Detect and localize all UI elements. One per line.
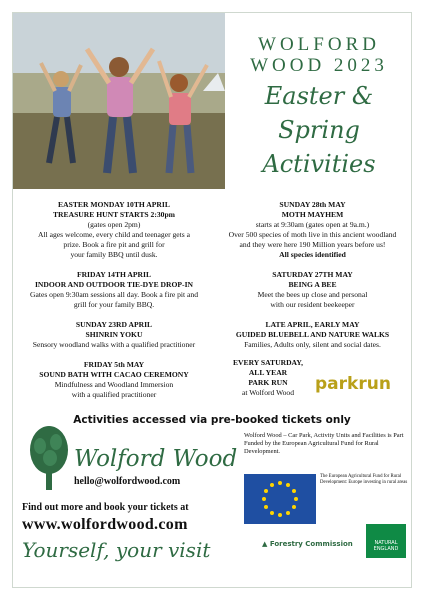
event-title: SOUND BATH WITH CACAO CEREMONY [39, 370, 189, 379]
event-text: prize. Book a fire pit and grill for [63, 240, 165, 249]
event-text: your family BBQ until dusk. [70, 250, 158, 259]
event-date: SATURDAY 27TH MAY [272, 270, 353, 279]
title-line-1: WOLFORD [258, 34, 380, 55]
event-title: TREASURE HUNT STARTS 2:30pm [52, 210, 176, 219]
event-text: Meet the bees up close and personal [257, 290, 368, 299]
event-text: grill for your family BBQ. [73, 300, 155, 309]
forestry-commission-logo [262, 540, 353, 548]
event-text: with a qualified practitioner [71, 390, 157, 399]
funding-statement: Wolford Wood – Car Park, Activity Units and Facilities is Part Funded by the European Agricultural Fund for Rural Development. [244, 432, 404, 455]
forestry-tree-icon: ▲ [262, 540, 268, 548]
event-date: LATE APRIL, EARLY MAY [265, 320, 360, 329]
event-text: Families, Adults only, silent and social dates. [244, 340, 381, 349]
event-date: ALL YEAR [248, 368, 288, 377]
left-events-column [14, 200, 214, 410]
tree-icon [28, 424, 70, 497]
event-text: All species identified [279, 250, 346, 259]
event-text: Sensory woodland walks with a qualified practitioner [32, 340, 196, 349]
event-text: at Wolford Wood [241, 388, 295, 397]
event-bluebell-walks [215, 320, 410, 350]
script-title-line-1: Easter & [264, 82, 374, 110]
find-out-text: Find out more and book your tickets at [22, 502, 189, 513]
website-link[interactable]: www.wolfordwood.com [22, 516, 188, 533]
eu-fund-text: The European Agricultural Fund for Rural Development: Europe investing in rural areas [320, 474, 408, 485]
event-title: BEING A BEE [288, 280, 337, 289]
event-title: INDOOR AND OUTDOOR TIE-DYE DROP-IN [34, 280, 194, 289]
event-text: Mindfulness and Woodland Immersion [54, 380, 174, 389]
brand-name: Wolford Wood [74, 446, 238, 472]
event-date: SUNDAY 28th MAY [279, 200, 346, 209]
event-title: GUIDED BLUEBELL AND NATURE WALKS [235, 330, 390, 339]
forestry-commission-label: Forestry Commission [269, 540, 353, 548]
event-shinrin-yoku [14, 320, 214, 350]
event-title: MOTH MAYHEM [281, 210, 344, 219]
event-date: EASTER MONDAY 10TH APRIL [58, 200, 170, 209]
event-being-a-bee [215, 270, 410, 310]
eu-flag-icon [244, 474, 316, 524]
event-text: (gates open 2pm) [87, 220, 141, 229]
right-events-column [215, 200, 410, 360]
script-title-line-2: Spring [278, 116, 360, 144]
children-photo [13, 13, 225, 189]
tickets-banner: Activities accessed via pre-booked tickets only [73, 414, 351, 426]
event-text: starts at 9:30am (gates open at 9a.m.) [255, 220, 370, 229]
page-title [228, 34, 410, 178]
title-line-2: WOOD 2023 [250, 55, 388, 76]
event-text: All ages welcome, every child and teenager gets a [37, 230, 191, 239]
event-moth-mayhem [215, 200, 410, 260]
slogan: Yourself, your visit [22, 538, 211, 562]
event-text: Gates open 9:30am sessions all day. Book a fire pit and [29, 290, 198, 299]
email-link[interactable]: hello@wolfordwood.com [74, 476, 181, 487]
event-date: FRIDAY 5th MAY [83, 360, 145, 369]
event-easter-monday [14, 200, 214, 260]
event-title: SHINRIN YOKU [85, 330, 143, 339]
event-date: EVERY SATURDAY, [232, 358, 304, 367]
event-sound-bath [14, 360, 214, 400]
event-title: PARK RUN [248, 378, 288, 387]
parkrun-logo: parkrun [315, 374, 391, 394]
script-title-line-3: Activities [262, 150, 376, 178]
event-date: FRIDAY 14TH APRIL [76, 270, 152, 279]
natural-england-logo: NATURAL ENGLAND [366, 524, 406, 558]
event-tie-dye [14, 270, 214, 310]
event-park-run [228, 358, 308, 398]
event-text: Over 500 species of moth live in this ancient woodland [228, 230, 397, 239]
event-text: and they were here 190 Million years before us! [239, 240, 386, 249]
event-date: SUNDAY 23RD APRIL [75, 320, 153, 329]
event-text: with our resident beekeeper [270, 300, 355, 309]
